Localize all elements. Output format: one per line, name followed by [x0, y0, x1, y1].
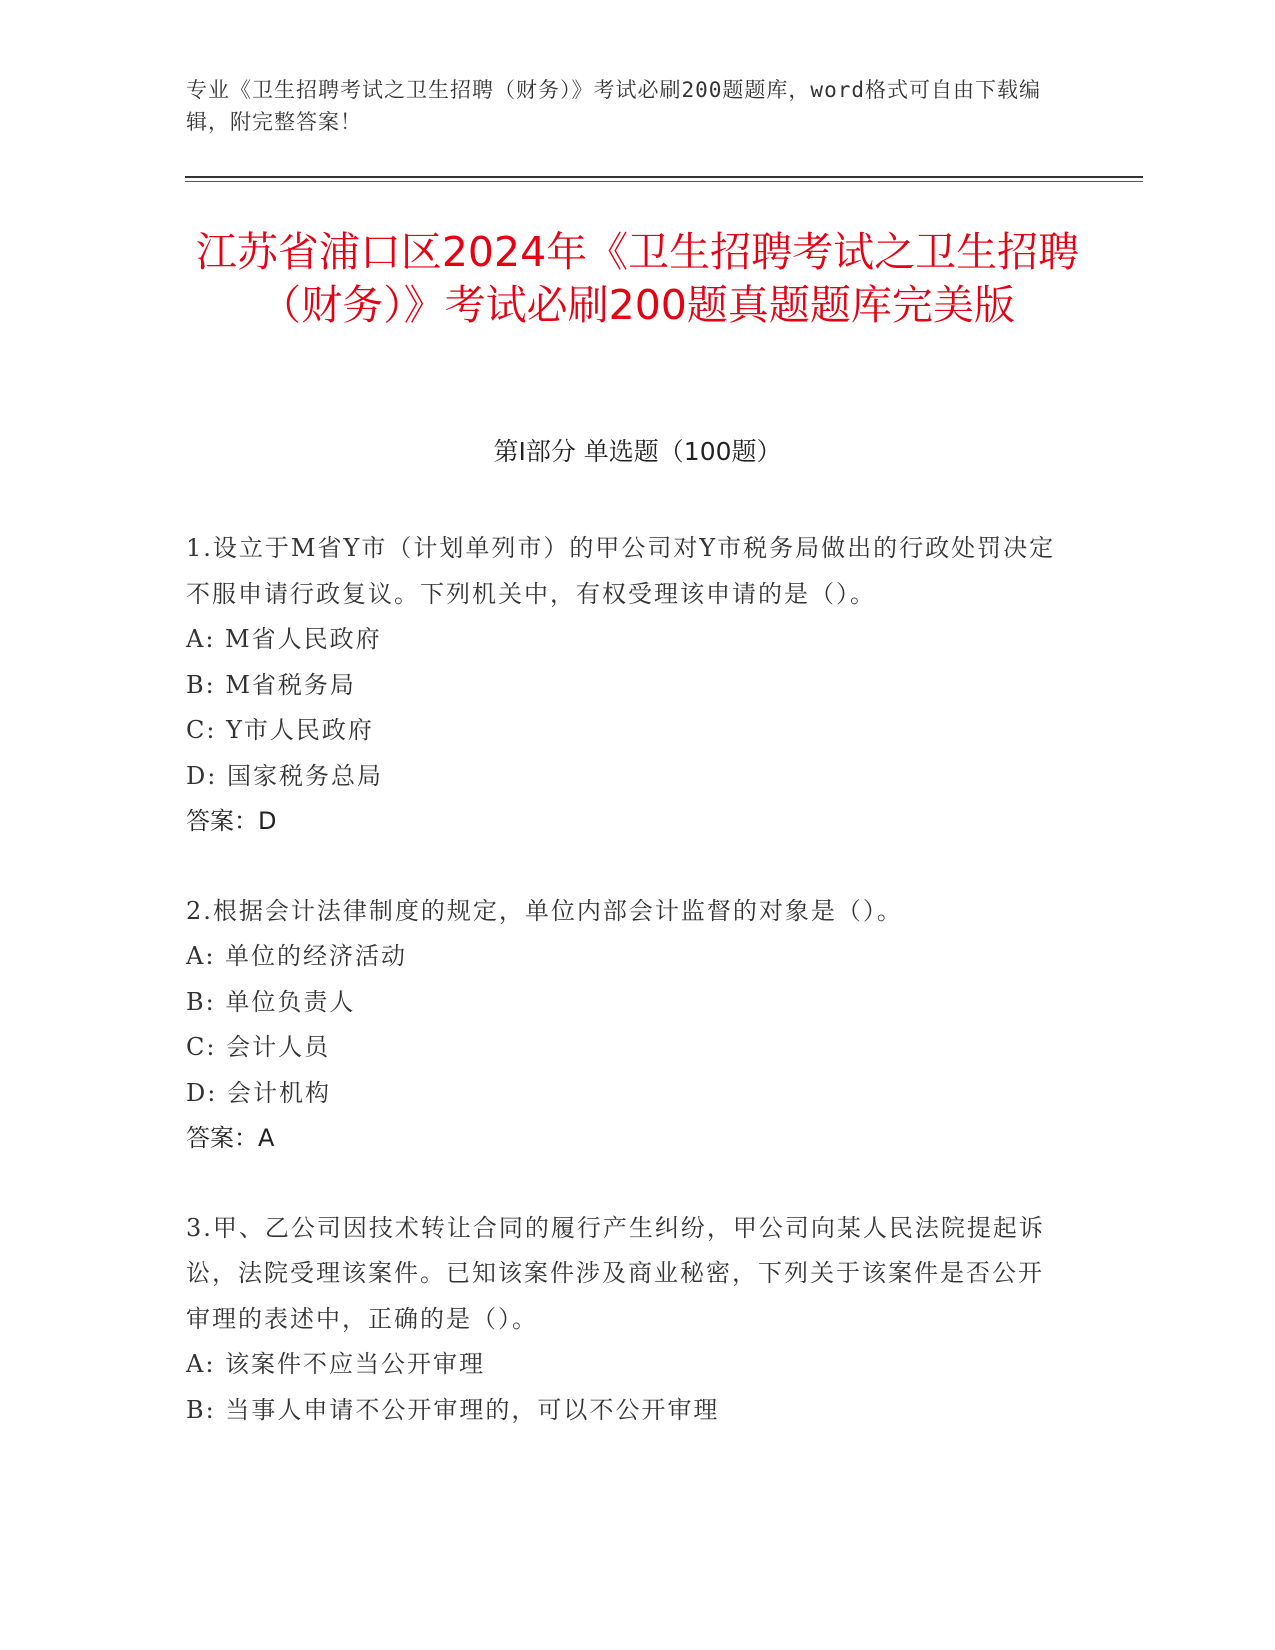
question-3 — [186, 1206, 1066, 1434]
option-c: C: Y市人民政府 — [186, 716, 374, 744]
header-rule-thin — [185, 181, 1143, 182]
option-c: C: 会计人员 — [186, 1033, 331, 1061]
header-rule-thick — [185, 176, 1143, 178]
option-b: B: 单位负责人 — [186, 987, 356, 1016]
option-a: A: 该案件不应当公开审理 — [186, 1350, 486, 1378]
question-list — [186, 526, 1066, 1477]
header-note: 专业《卫生招聘考试之卫生招聘（财务）》考试必刷200题题库，word格式可自由下载编辑，附完整答案！ — [186, 78, 1041, 134]
option-a: A: M省人民政府 — [186, 625, 382, 653]
option-b: B: 当事人申请不公开审理的，可以不公开审理 — [186, 1395, 720, 1424]
question-stem: 1.设立于M省Y市（计划单列市）的甲公司对Y市税务局做出的行政处罚决定不服申请行政复议。下列机关中，有权受理该申请的是（）。 — [186, 534, 1056, 608]
question-stem: 3.甲、乙公司因技术转让合同的履行产生纠纷，甲公司向某人民法院提起诉讼，法院受理该案件。已知该案件涉及商业秘密，下列关于该案件是否公开审理的表述中，正确的是（）。 — [186, 1213, 1045, 1333]
answer-line: 答案：A — [186, 1124, 275, 1152]
option-b: B: M省税务局 — [186, 670, 356, 699]
section-heading: 第I部分 单选题（100题） — [493, 437, 782, 466]
question-1 — [186, 526, 1066, 845]
option-d: D: 国家税务总局 — [186, 761, 383, 790]
question-stem: 2.根据会计法律制度的规定，单位内部会计监督的对象是（）。 — [186, 896, 903, 925]
question-2 — [186, 889, 1066, 1162]
answer-line: 答案：D — [186, 807, 277, 835]
option-d: D: 会计机构 — [186, 1078, 331, 1107]
document-title: 江苏省浦口区2024年《卫生招聘考试之卫生招聘（财务）》考试必刷200题真题题库完美版 — [195, 228, 1080, 329]
option-a: A: 单位的经济活动 — [186, 942, 408, 970]
